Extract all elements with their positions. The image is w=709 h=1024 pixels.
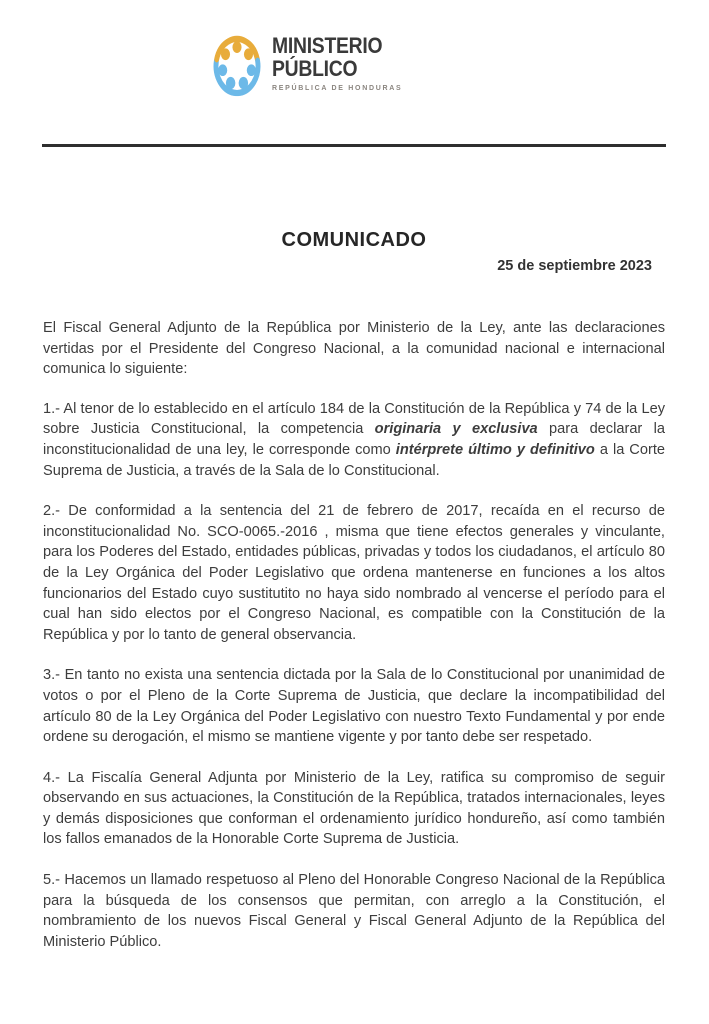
paragraph-1 (43, 399, 665, 481)
emphasized-text: originaria y exclusiva (374, 421, 538, 438)
paragraph-text: 1.- Al tenor de lo establecido en el artículo 184 de la Constitución de la República y 74 de la Ley sobre Justicia Constitucional, la competencia (43, 400, 665, 438)
logo-org-line2: PÚBLICO (272, 56, 358, 81)
document-body (43, 0, 665, 972)
emphasized-text: intérprete último y definitivo (395, 441, 595, 458)
paragraph-text: 5.- Hacemos un llamado respetuoso al Pleno del Honorable Congreso Nacional de la República para la búsqueda de los consensos que permitan, con arreglo a la Constitución, el nombramiento de los nuevos Fiscal General y Fiscal General Adjunto de la República del Ministerio Público. (43, 872, 665, 950)
logo-org-line1: MINISTERIO (272, 33, 383, 58)
intro-paragraph: El Fiscal General Adjunto de la República por Ministerio de la Ley, ante las declaraciones vertidas por el Presidente del Congreso Nacional, a la comunidad nacional e internacional comunica lo siguiente: (43, 320, 665, 378)
paragraph-5 (43, 870, 665, 952)
page-title: COMUNICADO (281, 229, 427, 251)
paragraph-text: para declarar la inconstitucionalidad de una ley, le corresponde como (43, 421, 665, 458)
paragraph-text: 3.- En tanto no exista una sentencia dictada por la Sala de lo Constitucional por unanimidad de votos o por el Pleno de la Corte Suprema de Justicia, que declare la incompatibilidad del artículo 80 de la Ley Orgánica del Poder Legislativo con nuestro Texto Fundamental y por ende ordene su derogación, el mismo se mantiene vigente y por tanto debe ser respetado. (43, 667, 665, 746)
paragraph-2 (43, 501, 665, 645)
document-date: 25 de septiembre 2023 (497, 258, 652, 274)
logo-subtitle: REPÚBLICA DE HONDURAS (272, 85, 403, 92)
paragraph-3 (43, 665, 665, 747)
paragraphs-container (43, 399, 665, 953)
paragraph-text: a la Corte Suprema de Justicia, a través de la Sala de lo Constitucional. (43, 441, 665, 479)
paragraph-text: 4.- La Fiscalía General Adjunta por Ministerio de la Ley, ratifica su compromiso de seguir observando en sus actuaciones, la Constitución de la República, tratados internacionales, leyes y demás disposiciones que conforman el ordenamiento jurídico hondureño, así como también los fallos emanados de la Honorable Corte Suprema de Justicia. (43, 769, 665, 848)
paragraph-4 (43, 768, 665, 850)
paragraph-text: 2.- De conformidad a la sentencia del 21 de febrero de 2017, recaída en el recurso de inconstitucionalidad No. SCO-0065.-2016 , misma que tiene efectos generales y vinculante, para los Poderes del Estado, entidades públicas, privadas y todos los ciudadanos, el artículo 80 de la Ley Orgánica del Poder Legislativo que ordena mantenerse en funciones a los altos funcionarios del Estado cuyo sustitutito no haya sido nombrado al vencerse el período para el cual han sido electos por el Congreso Nacional, es compatible con la Constitución de la República y por lo tanto de general observancia. (43, 503, 665, 643)
